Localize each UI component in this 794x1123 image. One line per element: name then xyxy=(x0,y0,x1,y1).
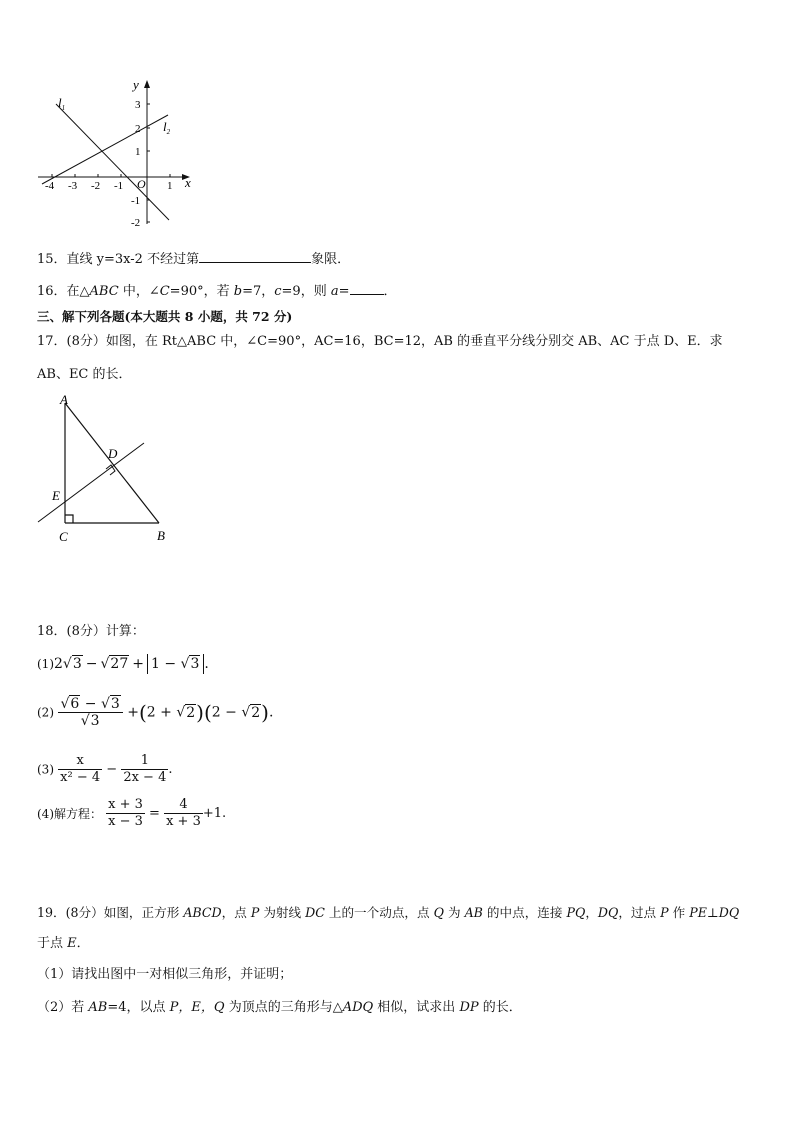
y-tick-label: 3 xyxy=(135,99,141,111)
x-axis-label: x xyxy=(185,175,191,190)
l2-label: $l_2$ xyxy=(163,119,171,136)
x-tick-label: 1 xyxy=(167,180,173,192)
l1-label: $l_1$ xyxy=(58,95,66,112)
x-tick-label: -4 xyxy=(45,180,55,192)
answer-blank[interactable] xyxy=(199,249,311,263)
line-l1 xyxy=(56,104,169,220)
section-heading: 三、解下列各题(本大题共 8 小题，共 72 分) xyxy=(37,309,293,324)
right-angle-mark-c xyxy=(65,515,73,523)
fraction: $\frac{x}{\text{x² − 4}}$ xyxy=(60,753,101,785)
line-l2 xyxy=(42,115,168,184)
question-18-title: 18．(8分）计算： xyxy=(37,624,145,639)
question-17-line1: 17．(8分）如图，在 Rt△ABC 中，∠C=90°，AC=16，BC=12，AB 的垂直平分线分别交 AB、AC 于点 D、E．求 xyxy=(37,334,723,349)
question-19-line2: 于点 E． xyxy=(37,936,90,951)
y-tick-label: -1 xyxy=(131,195,141,207)
answer-blank[interactable] xyxy=(350,281,384,295)
x-tick-label: -1 xyxy=(114,180,124,192)
fraction: $\frac{4}{x + 3}$ xyxy=(166,797,201,829)
label-d: D xyxy=(108,446,118,461)
q18-part1: (1)2√3 − √27 + 1 − √3 . xyxy=(37,656,209,672)
x-tick-label: -2 xyxy=(91,180,101,192)
label-b: B xyxy=(157,528,165,543)
y-axis-arrow-icon xyxy=(144,80,150,88)
y-tick-label: 2 xyxy=(135,123,141,135)
y-axis-label: y xyxy=(133,77,139,92)
fraction: $\frac{√6 - √3}{√3}$ xyxy=(58,696,122,729)
label-c: C xyxy=(59,529,68,544)
q18-part2: (2) $\frac{√6 - √3}{√3}$ +(2 + √2)(2 − √2). xyxy=(37,696,274,729)
coordinate-graph xyxy=(34,74,204,234)
question-15: 15．直线 y=3x-2 不经过第 象限． xyxy=(37,249,350,269)
q18-part3: (3) $\frac{x}{\text{x² − 4}}$ − $\frac{1}{2x - 4}$ . xyxy=(37,753,173,785)
fraction: $\frac{1}{2x - 4}$ xyxy=(123,753,167,785)
label-e: E xyxy=(52,488,60,503)
question-19-sub1: （1）请找出图中一对相似三角形，并证明； xyxy=(37,967,293,982)
question-17-line2: AB、EC 的长． xyxy=(37,367,132,382)
fraction: $\frac{x + 3}{x - 3}$ xyxy=(108,797,143,829)
triangle-figure xyxy=(34,392,184,552)
question-19-line1: 19．(8分）如图，正方形 ABCD，点 P 为射线 DC 上的一个动点，点 Q 为 AB 的中点，连接 PQ，DQ，过点 P 作 PE⊥DQ xyxy=(37,905,740,920)
y-tick-label: 1 xyxy=(135,146,141,158)
q18-part4: (4)解方程： $\frac{x + 3}{x - 3}$ = $\frac{4}{x + 3}$ +1. xyxy=(37,797,227,829)
question-16: 16．在△ABC 中，∠C=90°，若 b=7，c=9，则 a= ． xyxy=(37,281,397,301)
x-tick-label: -3 xyxy=(68,180,78,192)
label-a: A xyxy=(60,392,68,407)
question-19-sub2: （2）若 AB=4，以点 P，E，Q 为顶点的三角形与△ADQ 相似，试求出 DP 的长． xyxy=(37,1000,522,1015)
bisector-line xyxy=(38,443,144,522)
y-tick-label: -2 xyxy=(131,217,141,229)
origin-label: O xyxy=(137,177,146,191)
